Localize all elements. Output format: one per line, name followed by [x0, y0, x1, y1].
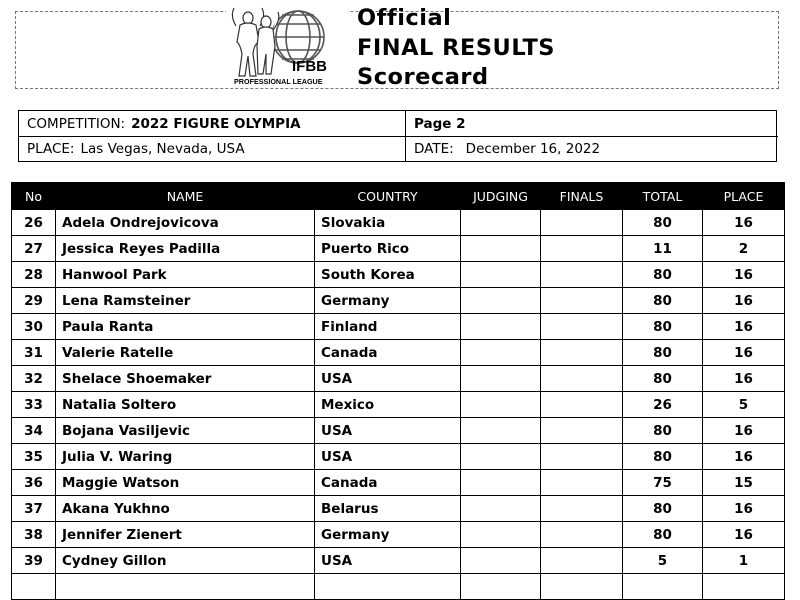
place-value: Las Vegas, Nevada, USA — [80, 141, 245, 157]
cell-finals — [541, 340, 623, 366]
cell-finals — [541, 288, 623, 314]
cell-place: 16 — [703, 444, 785, 470]
cell-total: 80 — [623, 262, 703, 288]
date-label: DATE: — [414, 141, 454, 157]
date-value: December 16, 2022 — [465, 141, 601, 157]
cell-total: 80 — [623, 314, 703, 340]
cell-judging — [461, 392, 541, 418]
cell-judging — [461, 236, 541, 262]
cell-place: 16 — [703, 262, 785, 288]
table-row — [12, 548, 785, 574]
cell-place — [703, 574, 785, 600]
date-cell — [405, 136, 778, 162]
cell-name: Bojana Vasiljevic — [56, 418, 315, 444]
cell-judging — [461, 288, 541, 314]
cell-name: Julia V. Waring — [56, 444, 315, 470]
cell-judging — [461, 548, 541, 574]
cell-country: Mexico — [315, 392, 461, 418]
cell-no: 36 — [12, 470, 56, 496]
table-row — [12, 470, 785, 496]
cell-place: 15 — [703, 470, 785, 496]
column-header-no: No — [12, 183, 56, 210]
cell-place: 16 — [703, 340, 785, 366]
cell-total: 80 — [623, 288, 703, 314]
cell-finals — [541, 262, 623, 288]
cell-country: USA — [315, 418, 461, 444]
cell-finals — [541, 574, 623, 600]
cell-country — [315, 574, 461, 600]
cell-country: USA — [315, 548, 461, 574]
cell-total: 5 — [623, 548, 703, 574]
page-number: Page 2 — [405, 111, 778, 137]
table-row — [12, 236, 785, 262]
cell-total: 80 — [623, 418, 703, 444]
cell-finals — [541, 210, 623, 236]
cell-no: 26 — [12, 210, 56, 236]
cell-country: Belarus — [315, 496, 461, 522]
table-row — [12, 210, 785, 236]
cell-finals — [541, 418, 623, 444]
cell-finals — [541, 236, 623, 262]
cell-no: 32 — [12, 366, 56, 392]
cell-judging — [461, 574, 541, 600]
table-row — [12, 314, 785, 340]
cell-name: Jessica Reyes Padilla — [56, 236, 315, 262]
cell-country: USA — [315, 444, 461, 470]
place-label: PLACE: — [27, 141, 75, 157]
cell-name: Cydney Gillon — [56, 548, 315, 574]
competition-value: 2022 FIGURE OLYMPIA — [131, 116, 301, 132]
table-row — [12, 392, 785, 418]
title-line-official: Official — [357, 5, 452, 31]
table-header-row — [12, 183, 785, 210]
competition-cell — [19, 111, 405, 137]
cell-no: 37 — [12, 496, 56, 522]
cell-total: 80 — [623, 340, 703, 366]
cell-name: Jennifer Zienert — [56, 522, 315, 548]
cell-judging — [461, 470, 541, 496]
document-title — [357, 4, 555, 93]
cell-judging — [461, 418, 541, 444]
cell-total: 80 — [623, 496, 703, 522]
svg-text:PROFESSIONAL LEAGUE: PROFESSIONAL LEAGUE — [234, 77, 323, 86]
svg-text:IFBB: IFBB — [292, 58, 327, 75]
cell-no: 33 — [12, 392, 56, 418]
cell-country: USA — [315, 366, 461, 392]
cell-judging — [461, 314, 541, 340]
cell-place: 2 — [703, 236, 785, 262]
cell-no: 35 — [12, 444, 56, 470]
cell-no — [12, 574, 56, 600]
column-header-place: PLACE — [703, 183, 785, 210]
cell-place: 5 — [703, 392, 785, 418]
cell-name: Adela Ondrejovicova — [56, 210, 315, 236]
column-header-finals: FINALS — [541, 183, 623, 210]
table-row — [12, 366, 785, 392]
cell-judging — [461, 496, 541, 522]
cell-total: 11 — [623, 236, 703, 262]
cell-judging — [461, 262, 541, 288]
cell-judging — [461, 366, 541, 392]
cell-total — [623, 574, 703, 600]
cell-name: Maggie Watson — [56, 470, 315, 496]
cell-name: Natalia Soltero — [56, 392, 315, 418]
column-header-total: TOTAL — [623, 183, 703, 210]
cell-name: Akana Yukhno — [56, 496, 315, 522]
table-row — [12, 288, 785, 314]
cell-total: 80 — [623, 522, 703, 548]
cell-place: 16 — [703, 366, 785, 392]
table-row — [12, 444, 785, 470]
cell-no: 27 — [12, 236, 56, 262]
cell-name: Hanwool Park — [56, 262, 315, 288]
place-cell — [19, 136, 405, 162]
cell-finals — [541, 548, 623, 574]
cell-finals — [541, 392, 623, 418]
cell-no: 31 — [12, 340, 56, 366]
cell-total: 80 — [623, 210, 703, 236]
table-row — [12, 574, 785, 600]
cell-no: 29 — [12, 288, 56, 314]
cell-name: Valerie Ratelle — [56, 340, 315, 366]
cell-country: Slovakia — [315, 210, 461, 236]
cell-country: Finland — [315, 314, 461, 340]
cell-place: 16 — [703, 522, 785, 548]
cell-judging — [461, 444, 541, 470]
cell-no: 30 — [12, 314, 56, 340]
cell-judging — [461, 522, 541, 548]
cell-country: Canada — [315, 470, 461, 496]
cell-total: 80 — [623, 366, 703, 392]
cell-finals — [541, 444, 623, 470]
column-header-judging: JUDGING — [461, 183, 541, 210]
table-row — [12, 340, 785, 366]
competition-info-table — [18, 110, 777, 162]
cell-place: 16 — [703, 210, 785, 236]
cell-place: 16 — [703, 288, 785, 314]
cell-finals — [541, 366, 623, 392]
ifbb-logo — [226, 4, 348, 86]
table-row — [12, 496, 785, 522]
cell-no: 39 — [12, 548, 56, 574]
cell-name: Paula Ranta — [56, 314, 315, 340]
cell-place: 16 — [703, 314, 785, 340]
cell-no: 34 — [12, 418, 56, 444]
cell-total: 80 — [623, 444, 703, 470]
cell-place: 16 — [703, 418, 785, 444]
table-row — [12, 262, 785, 288]
cell-finals — [541, 496, 623, 522]
table-row — [12, 522, 785, 548]
cell-name: Lena Ramsteiner — [56, 288, 315, 314]
column-header-country: COUNTRY — [315, 183, 461, 210]
cell-finals — [541, 522, 623, 548]
cell-no: 38 — [12, 522, 56, 548]
cell-total: 75 — [623, 470, 703, 496]
cell-country: Canada — [315, 340, 461, 366]
cell-name — [56, 574, 315, 600]
cell-finals — [541, 470, 623, 496]
cell-no: 28 — [12, 262, 56, 288]
cell-name: Shelace Shoemaker — [56, 366, 315, 392]
title-line-final-results: FINAL RESULTS — [357, 34, 555, 61]
cell-country: Puerto Rico — [315, 236, 461, 262]
results-body — [12, 210, 785, 600]
cell-country: South Korea — [315, 262, 461, 288]
cell-judging — [461, 340, 541, 366]
cell-total: 26 — [623, 392, 703, 418]
table-row — [12, 418, 785, 444]
results-table — [11, 182, 785, 600]
cell-country: Germany — [315, 522, 461, 548]
cell-place: 1 — [703, 548, 785, 574]
cell-finals — [541, 314, 623, 340]
column-header-name: NAME — [56, 183, 315, 210]
cell-place: 16 — [703, 496, 785, 522]
cell-judging — [461, 210, 541, 236]
title-line-scorecard: Scorecard — [357, 64, 489, 90]
cell-country: Germany — [315, 288, 461, 314]
competition-label: COMPETITION: — [27, 116, 126, 132]
